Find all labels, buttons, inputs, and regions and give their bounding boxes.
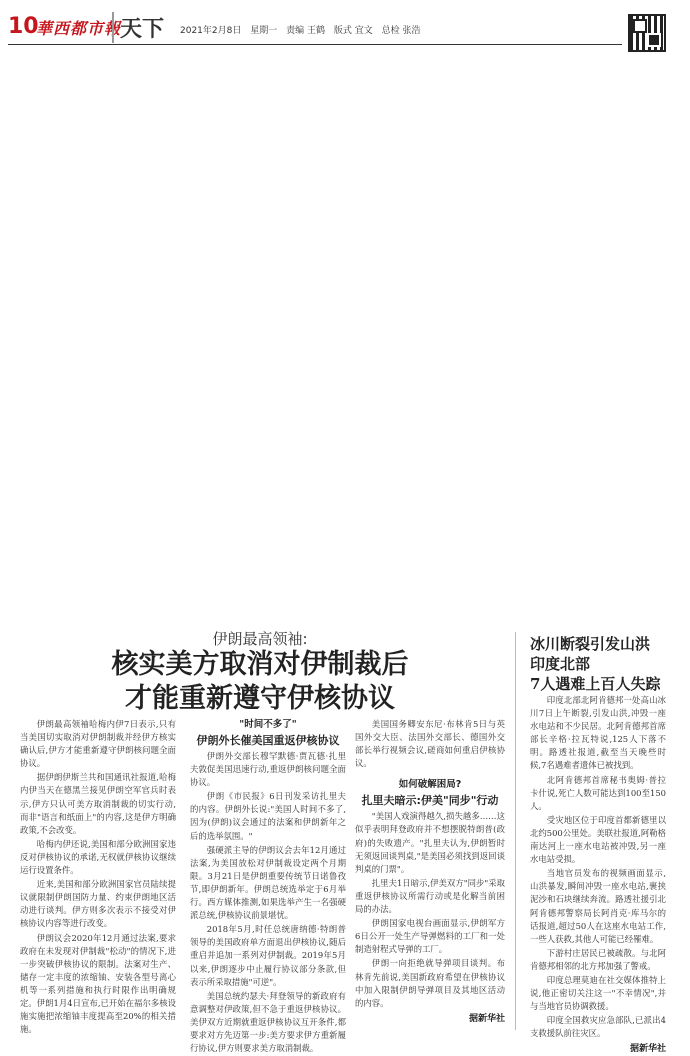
paragraph: 受灾地区位于印度首都新德里以北约500公里处。美联社报道,阿勒格南达河上一座水电站被冲毁,另一座水电站受损。 xyxy=(530,814,666,865)
subsection-headline: 扎里夫暗示:伊美"同步"行动 xyxy=(361,794,499,808)
paragraph: "美国人戏演得越久,损失越多……这似乎表明拜登政府并不想摆脱特朗普(政府)的失败遗产。"扎里夫认为,伊朗暂时无须返回谈判桌,"是美国必须找到返回谈判桌的门票"。 xyxy=(355,811,505,874)
article-column-2 xyxy=(190,718,346,1056)
side-article-body xyxy=(530,694,666,1055)
main-article-kicker: 伊朗最高领袖: xyxy=(212,630,308,648)
paragraph: 哈梅内伊还说,美国和部分欧洲国家违反对伊核协议的承诺,无权就伊核协议继续运行设置条件。 xyxy=(20,838,176,876)
section-title: 天下 xyxy=(112,12,164,43)
paragraph: 北阿肯德邦首席秘书奥姆·普拉卡什说,死亡人数可能达到100至150人。 xyxy=(530,774,666,811)
header-divider xyxy=(8,44,622,45)
paragraph: 印度总理莫迪在社交媒体推特上说,他正密切关注这一"不幸情况",并与当地官员协调救援。 xyxy=(530,974,666,1012)
paragraph: 据伊朗伊斯兰共和国通讯社报道,哈梅内伊当天在德黑兰接见伊朗空军官兵时表示,伊方只认可美方取消制裁的切实行动,而非"语言和纸面上"的内容,这是伊方明确政策,不会改变。 xyxy=(20,772,176,835)
subsection-kicker: "时间不多了" xyxy=(239,719,297,730)
paragraph: 印度北部北阿肯德邦一处高山冰川7日上午断裂,引发山洪,冲毁一座水电站和不少民居。北阿肯德邦首席部长辛格·拉瓦特说,125人下落不明。路透社报道,截至当天晚些时候,7名遇难者遗体已被找到。 xyxy=(530,695,666,771)
headline-line-2: 才能重新遵守伊核协议 xyxy=(125,683,395,714)
page-number: 10 xyxy=(8,14,39,39)
article-column-3 xyxy=(355,718,505,1025)
paragraph: 伊朗议会2020年12月通过法案,要求政府在未发现对伊制裁"松动"的情况下,进一步突破伊核协议的限制。法案对生产、储存一定丰度的浓缩铀、安装各型号离心机等一系列措施和执行时限作出明确规定。伊朗1月4日宣布,已开始在福尔多核设施实施把浓缩铀丰度提高至20%的相关措施。 xyxy=(20,932,176,1035)
subsection-kicker: 如何破解困局? xyxy=(398,779,462,791)
main-article-headline xyxy=(0,648,520,716)
weekday: 星期一 xyxy=(250,26,278,36)
column-divider xyxy=(515,632,516,1030)
side-headline-line-3: 7人遇难上百人失踪 xyxy=(530,675,661,693)
paragraph: 当地官员发布的视频画面显示,山洪暴发,瞬间冲毁一座水电站,裹挟泥沙和石块继续奔流。路透社援引北阿肯德邦警察局长阿肖克·库马尔的话报道,超过50人在这座水电站工作,一些人获救,其他人可能已经罹难。 xyxy=(530,868,666,944)
paragraph: 伊朗国家电视台画面显示,伊朗军方6日公开一处生产导弹燃料的工厂和一处制造射程式导弹的工厂。 xyxy=(355,918,505,955)
paper-name-logo: 華西都市報 xyxy=(36,19,122,38)
paragraph: 美国国务卿安东尼·布林肯5日与英国外交大臣、法国外交部长、德国外交部长举行视频会议,磋商如何重启伊核协议。 xyxy=(355,719,505,769)
page-header xyxy=(0,0,690,60)
paragraph: 美国总统约瑟夫·拜登领导的新政府有意调整对伊政策,但不急于重返伊核协议。美伊双方近期就重返伊核协议互开条件,都要求对方先迈第一步:美方要求伊方重新履行协议,伊方则要求美方取消制裁。 xyxy=(190,990,346,1054)
qr-code-icon xyxy=(628,14,666,52)
editor-credit: 责编 王鹤 xyxy=(286,26,325,36)
paragraph: 伊朗一向拒绝就导弹项目谈判。布林肯先前说,美国新政府希望在伊核协议中加入限制伊朗导弹项目及其地区活动的内容。 xyxy=(355,958,505,1008)
layout-credit: 版式 宜文 xyxy=(333,26,373,36)
article-column-1 xyxy=(20,718,176,1037)
paragraph: 扎里夫1日暗示,伊美双方"同步"采取重返伊核协议所需行动或是化解当前困局的办法。 xyxy=(355,877,505,915)
paragraph: 2018年5月,时任总统唐纳德·特朗普领导的美国政府单方面退出伊核协议,随后重启并追加一系列对伊制裁。2019年5月以来,伊朗逐步中止履行协议部分条款,但表示所采取措施"可逆"。 xyxy=(190,924,346,987)
proofreader-credit: 总检 张浩 xyxy=(381,26,421,36)
paragraph: 伊朗《市民报》6日刊发采访扎里夫的内容。伊朗外长说:"美国人时间不多了,因为(伊朗)议会通过的法案和伊朗新年之后的选举氛围。" xyxy=(190,791,346,841)
header-meta xyxy=(180,23,427,36)
side-headline-line-2: 印度北部 xyxy=(530,655,591,673)
issue-date: 2021年2月8日 xyxy=(180,26,242,36)
paragraph: 近来,美国和部分欧洲国家官员陆续提议就限制伊朗国防力量、约束伊朗地区活动进行谈判。伊方则多次表示不接受对伊核协议内容等进行改变。 xyxy=(20,879,176,929)
paragraph: 强硬派主导的伊朗议会去年12月通过法案,为美国放松对伊制裁设定两个月期限。3月21日是伊朗重要传统节日诺鲁孜节,即伊朗新年。伊朗总统选举定于6月举行。西方媒体推测,如果选举产生一名强硬派总统,伊核协议前景堪忧。 xyxy=(190,844,346,921)
side-article-headline xyxy=(530,634,680,694)
article-credit: 据新华社 xyxy=(629,1044,666,1055)
paragraph: 伊朗外交部长穆罕默德·贾瓦德·扎里夫敦促美国迅速行动,重返伊朗核问题全面协议。 xyxy=(190,751,346,788)
paragraph: 下游村庄居民已被疏散。与北阿肯德邦相邻的北方邦加强了警戒。 xyxy=(530,947,666,971)
subsection-headline: 伊朗外长催美国重返伊核协议 xyxy=(196,734,340,747)
headline-line-1: 核实美方取消对伊制裁后 xyxy=(111,649,409,680)
paragraph: 伊朗最高领袖哈梅内伊7日表示,只有当美国切实取消对伊朗制裁并经伊方核实确认后,伊方才能重新遵守伊朗核问题全面协议。 xyxy=(20,719,176,769)
article-credit: 据新华社 xyxy=(468,1013,505,1024)
side-headline-line-1: 冰川断裂引发山洪 xyxy=(530,635,651,653)
paragraph: 印度全国救灾应急部队,已派出4支救援队前往灾区。 xyxy=(530,1015,666,1039)
